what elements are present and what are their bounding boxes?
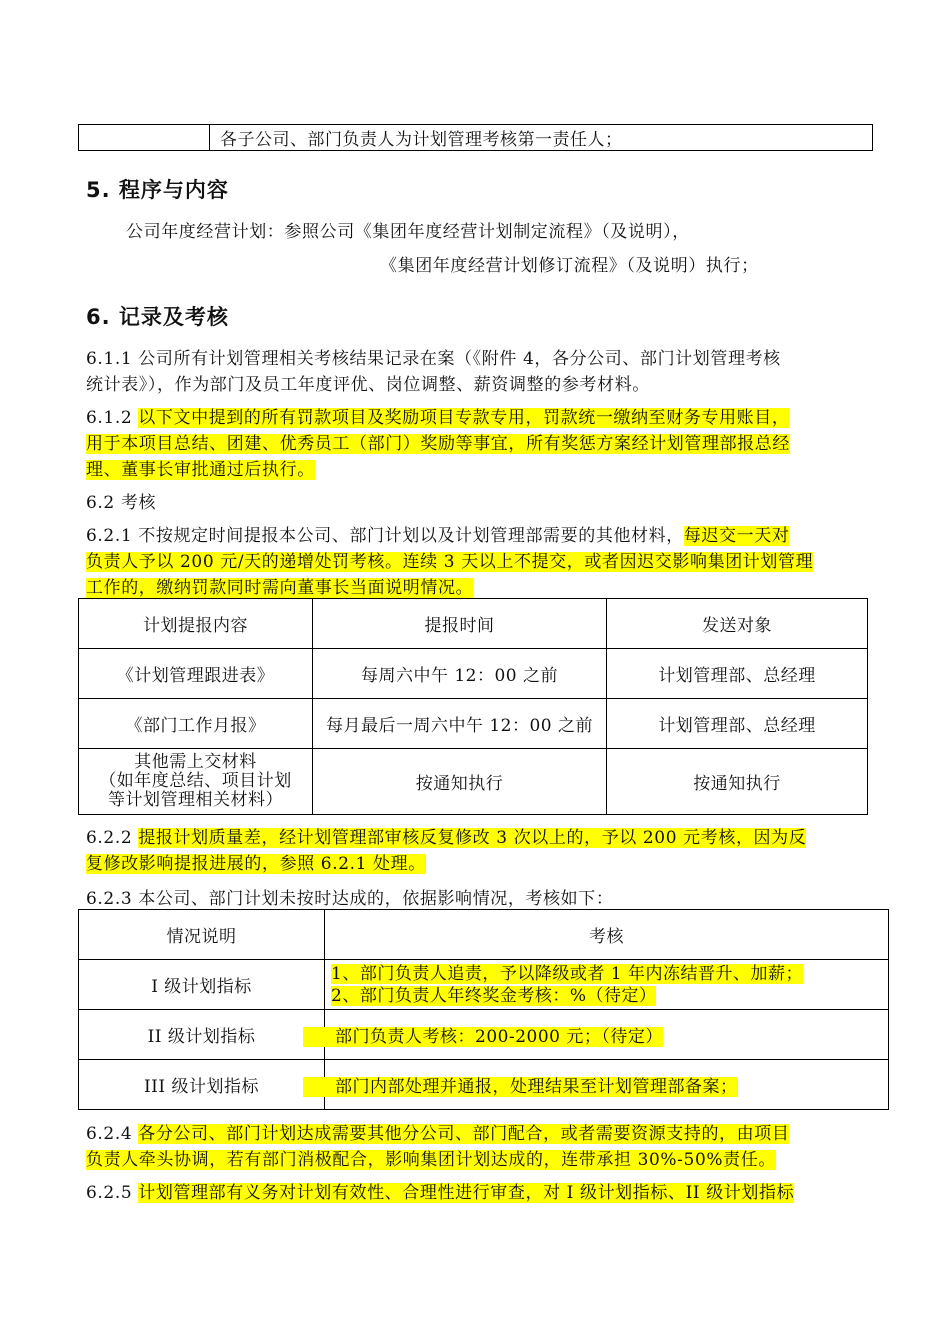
para-6-2-4-number: 6.2.4 — [86, 1124, 139, 1144]
para-6-2: 6.2 考核 — [86, 493, 157, 513]
header-time: 提报时间 — [313, 599, 607, 649]
submission-table — [78, 598, 868, 815]
target-cell: 按通知执行 — [607, 749, 868, 815]
submission-header-row — [79, 599, 868, 649]
para-6-2-1 — [86, 523, 866, 601]
assessment-table — [78, 909, 889, 1110]
responsibility-cell: 各子公司、部门负责人为计划管理考核第一责任人； — [210, 125, 873, 151]
para-6-1-2-line-3: 理、董事长审批通过后执行。 — [86, 460, 315, 480]
table-row — [79, 1010, 889, 1060]
target-cell: 计划管理部、总经理 — [607, 649, 868, 699]
para-6-1-2-number: 6.1.2 — [86, 408, 139, 428]
assessment-line-1: 部门负责人考核：200-2000 元；（待定） — [303, 1027, 663, 1047]
time-cell: 按通知执行 — [313, 749, 607, 815]
para-6-1-2-line-1: 以下文中提到的所有罚款项目及奖励项目专款专用，罚款统一缴纳至财务专用账目， — [138, 408, 790, 428]
para-6-2-2-number: 6.2.2 — [86, 828, 139, 848]
para-6-2-1-highlight: 每迟交一天对 — [683, 526, 790, 546]
para-6-2-4-line-2: 负责人牵头协调，若有部门消极配合，影响集团计划达成的，连带承担 30%-50%责任。 — [86, 1150, 776, 1170]
table-row — [79, 749, 868, 815]
assessment-cell — [325, 1060, 889, 1110]
para-6-2-2 — [86, 825, 866, 877]
para-6-2-5-number: 6.2.5 — [86, 1183, 139, 1203]
section-5-heading: 5. 程序与内容 — [86, 178, 229, 202]
para-6-2-2-line-1: 提报计划质量差，经计划管理部审核反复修改 3 次以上的，予以 200 元考核，因为反 — [138, 828, 807, 848]
table-row — [79, 960, 889, 1010]
responsibility-empty-cell — [79, 125, 210, 151]
level-cell: II 级计划指标 — [79, 1010, 325, 1060]
header-item: 计划提报内容 — [79, 599, 313, 649]
assessment-header-row — [79, 910, 889, 960]
para-6-1-2-line-2: 用于本项目总结、团建、优秀员工（部门）奖励等事宜，所有奖惩方案经计划管理部报总经 — [86, 434, 790, 454]
table-row — [79, 699, 868, 749]
table-row — [79, 649, 868, 699]
para-6-2-2-line-2: 复修改影响提报进展的，参照 6.2.1 处理。 — [86, 854, 426, 874]
para-6-1-2 — [86, 405, 866, 483]
responsibility-table — [78, 124, 873, 151]
time-cell: 每月最后一周六中午 12：00 之前 — [313, 699, 607, 749]
assessment-cell — [325, 1010, 889, 1060]
header-assessment: 考核 — [325, 910, 889, 960]
item-line-3: 等计划管理相关材料） — [108, 790, 283, 810]
header-situation: 情况说明 — [79, 910, 325, 960]
para-6-1-1-line-2: 统计表》），作为部门及员工年度评优、岗位调整、薪资调整的参考材料。 — [86, 375, 650, 395]
assessment-line-1: 1、部门负责人追责，予以降级或者 1 年内冻结晋升、加薪； — [331, 963, 803, 984]
section-5-line-2: 《集团年度经营计划修订流程》（及说明）执行； — [380, 256, 759, 276]
para-6-2-4 — [86, 1121, 866, 1173]
header-target: 发送对象 — [607, 599, 868, 649]
para-6-2-3: 6.2.3 本公司、部门计划未按时达成的，依据影响情况，考核如下： — [86, 889, 614, 909]
assessment-line-1: 部门内部处理并通报，处理结果至计划管理部备案； — [303, 1077, 738, 1097]
para-6-1-1-line-1: 6.1.1 公司所有计划管理相关考核结果记录在案（《附件 4，各分公司、部门计划管理考核 — [86, 349, 781, 369]
para-6-2-1-line-2: 负责人予以 200 元/天的递增处罚考核。连续 3 天以上不提交，或者因迟交影响集团计划管理 — [86, 552, 814, 572]
assessment-cell — [325, 960, 889, 1010]
table-row — [79, 1060, 889, 1110]
para-6-2-1-line-3: 工作的，缴纳罚款同时需向董事长当面说明情况。 — [86, 578, 474, 598]
para-6-1-1 — [86, 346, 866, 398]
section-5-line-1: 公司年度经营计划：参照公司《集团年度经营计划制定流程》（及说明）， — [126, 222, 690, 242]
para-6-2-1-text: 6.2.1 不按规定时间提报本公司、部门计划以及计划管理部需要的其他材料， — [86, 526, 684, 546]
item-cell: 《计划管理跟进表》 — [79, 649, 313, 699]
item-line-2: （如年度总结、项目计划 — [99, 771, 292, 791]
item-cell: 《部门工作月报》 — [79, 699, 313, 749]
section-6-heading: 6. 记录及考核 — [86, 305, 229, 329]
para-6-2-4-line-1: 各分公司、部门计划达成需要其他分公司、部门配合，或者需要资源支持的，由项目 — [138, 1124, 790, 1144]
level-cell: I 级计划指标 — [79, 960, 325, 1010]
assessment-line-2: 2、部门负责人年终奖金考核：%（待定） — [331, 985, 657, 1006]
para-6-2-5 — [86, 1180, 866, 1206]
target-cell: 计划管理部、总经理 — [607, 699, 868, 749]
para-6-2-5-line-1: 计划管理部有义务对计划有效性、合理性进行审查，对 I 级计划指标、II 级计划指标 — [138, 1183, 795, 1203]
item-cell — [79, 749, 313, 815]
item-line-1: 其他需上交材料 — [134, 752, 257, 772]
time-cell: 每周六中午 12：00 之前 — [313, 649, 607, 699]
level-cell: III 级计划指标 — [79, 1060, 325, 1110]
